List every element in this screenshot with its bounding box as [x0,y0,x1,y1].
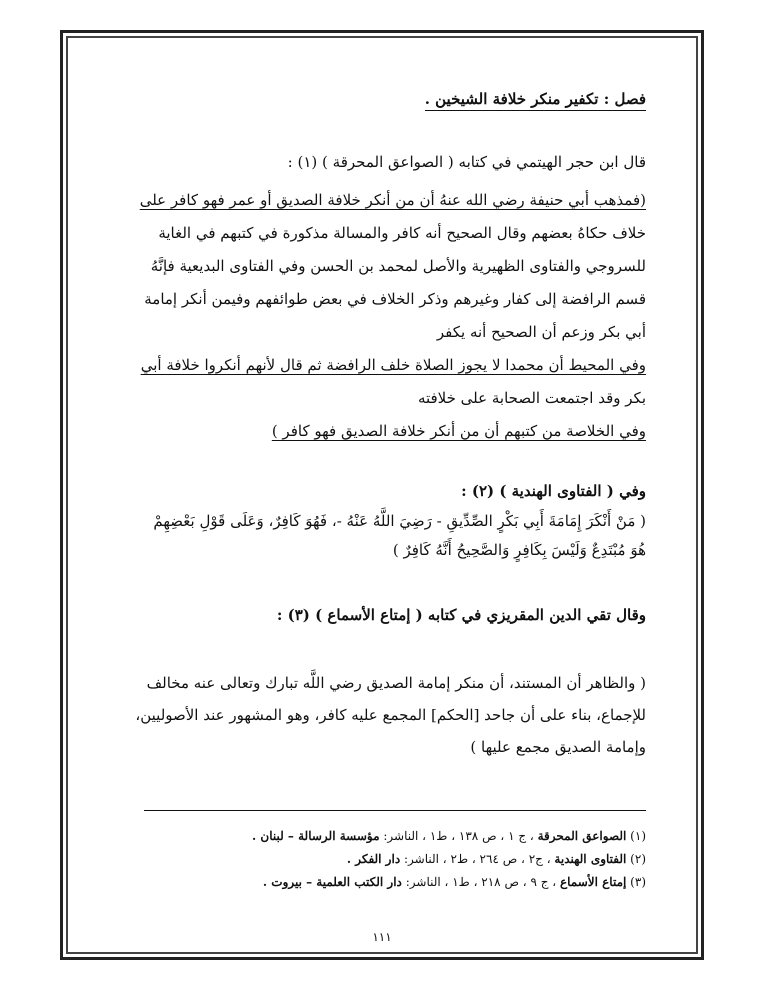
footnote-publisher: مؤسسة الرسالة – لبنان . [252,829,380,843]
quote-line: (فمذهب أبي حنيفة رضي الله عنهُ أن من أنكر خلافة الصديق أو عمر فهو كافر على [139,191,646,209]
quote-line: قسم الرافضة إلى كفار وغيرهم وذكر الخلاف في بعض طوائفهم وفيمن أنكر إمامة [144,290,646,308]
block3-intro: وقال تقي الدين المقريزي في كتابه ( إمتاع الأسماع ) (٣) : [276,606,646,624]
footnotes [118,825,646,894]
quote-block-maqrizi [118,667,646,763]
quote-line: أبي بكر وزعم أن الصحيح أنه يكفر [436,323,646,341]
footnote-source: الصواعق المحرقة [537,829,627,843]
quote-line: وإمامة الصديق مجمع عليها ) [470,738,646,756]
quote-line: للإجماع، بناء على أن جاحد [الحكم] المجمع عليه كافر، وهو المشهور عند الأصوليين، [135,706,646,724]
footnote-item [118,825,646,848]
footnote-number: (١) [630,829,646,843]
footnote-details: ، ج ١ ، ص ١٣٨ ، ط١ ، الناشر: [379,829,538,843]
footnote-source: الفتاوى الهندية [554,852,627,866]
block2-intro: وفي ( الفتاوى الهندية ) (٢) : [461,482,646,500]
quote-line: خلاف حكاهُ بعضهم وقال الصحيح أنه كافر والمسالة مذكورة في كتبهم في الغاية [158,224,646,242]
footnote-publisher: دار الكتب العلمية – بيروت . [262,875,402,889]
quote-line: ( مَنْ أَنْكَرَ إِمَامَةَ أَبِي بَكْرٍ الصِّدِّيقِ - رَضِيَ اللَّهُ عَنْهُ -، فَهُوَ كَافِرٌ، وَعَلَى قَوْلِ بَعْضِهِمْ [153,512,646,530]
footnote-item [118,848,646,871]
footnote-source: إمتاع الأسماع [559,875,627,889]
section-title: فصل : تكفير منكر خلافة الشيخين . [425,90,646,111]
quote-line: وفي الخلاصة من كتبهم أن من أنكر خلافة الصديق فهو كافر ) [271,422,646,440]
intro-line: قال ابن حجر الهيتمي في كتابه ( الصواعق المحرقة ) (١) : [287,153,646,171]
footnote-details: ، ج ٩ ، ص ٢١٨ ، ط١ ، الناشر: [401,875,560,889]
footnote-publisher: دار الفكر . [346,852,401,866]
quote-line: هُوَ مُبْتَدِعٌ وَلَيْسَ بِكَافِرٍ وَالصَّحِيحُ أَنَّهُ كَافِرٌ ) [392,541,646,559]
quote-block-sawaiq [118,184,646,448]
quote-line: ( والظاهر أن المستند، أن منكر إمامة الصديق رضي اللَّه تبارك وتعالى عنه مخالف [146,674,646,692]
footnote-divider [144,810,646,811]
quote-line: للسروجي والفتاوى الظهيرية والأصل لمحمد بن الحسن وفي الفتاوى البديعية فإنَّهُ [150,257,646,275]
quote-block-hindiyya [118,477,646,565]
quote-line: بكر وقد اجتمعت الصحابة على خلافته [417,389,646,407]
footnote-details: ، ج٢ ، ص ٢٦٤ ، ط٢ ، الناشر: [400,852,555,866]
footnote-number: (٣) [630,875,646,889]
footnote-item [118,871,646,894]
page-number: ١١١ [372,930,392,944]
footnote-number: (٢) [630,852,646,866]
quote-line: وفي المحيط أن محمدا لا يجوز الصلاة خلف الرافضة ثم قال لأنهم أنكروا خلافة أبي [140,356,646,374]
document-page [118,80,646,944]
